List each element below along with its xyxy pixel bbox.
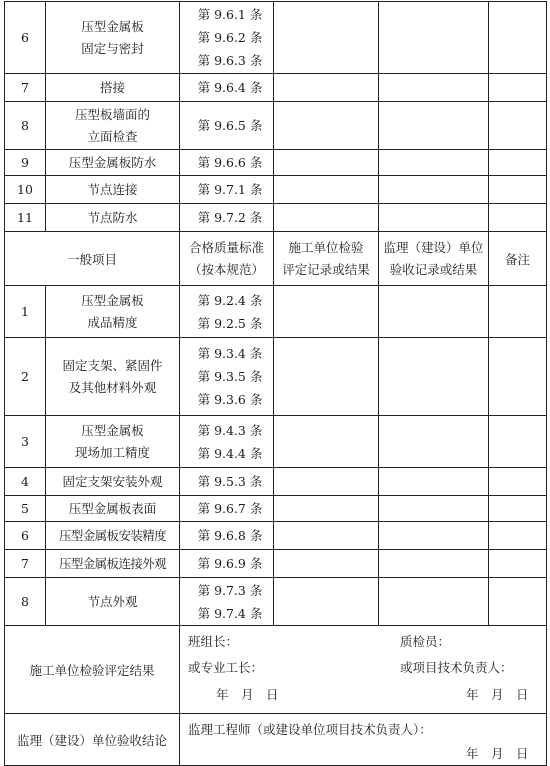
construction-result-label xyxy=(5,626,180,714)
supervision-record-cell[interactable] xyxy=(379,338,489,416)
specialist-label: 或专业工长： xyxy=(188,660,264,675)
item-number-text: 8 xyxy=(21,118,29,133)
supervision-record-cell[interactable] xyxy=(379,578,489,626)
item-number xyxy=(5,468,46,496)
supervision-record-cell[interactable] xyxy=(379,416,489,468)
clause-line: 第 9.6.3 条 xyxy=(197,53,263,68)
clause-reference xyxy=(180,468,274,496)
item-name-line: 成品精度 xyxy=(87,314,138,330)
supervision-record-cell[interactable] xyxy=(379,468,489,496)
clause-line: 第 9.2.5 条 xyxy=(197,315,263,331)
construction-record-cell[interactable] xyxy=(274,338,379,416)
remarks-cell[interactable] xyxy=(489,2,547,74)
construction-record-cell[interactable] xyxy=(274,496,379,522)
main_items-row xyxy=(5,204,547,232)
clause-line: 第 9.6.4 条 xyxy=(197,80,263,95)
supervision-conclusion-label xyxy=(5,714,180,766)
item-number-text: 6 xyxy=(21,528,29,543)
general_items-row xyxy=(5,416,547,468)
general-items-heading-text: 一般项目 xyxy=(66,251,117,267)
item-number-text: 7 xyxy=(21,556,29,571)
date-right: 年 月 日 xyxy=(466,687,529,702)
construction-record-cell[interactable] xyxy=(274,522,379,550)
item-name-line: 立面检查 xyxy=(87,128,138,144)
item-number-text: 2 xyxy=(21,369,29,384)
item-name xyxy=(46,204,180,232)
clause-reference xyxy=(180,204,274,232)
clause-line: 第 9.6.2 条 xyxy=(197,30,263,45)
clause-reference xyxy=(180,74,274,102)
general_items-row xyxy=(5,496,547,522)
item-name xyxy=(46,338,180,416)
remarks-cell[interactable] xyxy=(489,496,547,522)
remarks-cell[interactable] xyxy=(489,550,547,578)
construction-record-cell[interactable] xyxy=(274,286,379,338)
construction-record-cell[interactable] xyxy=(274,74,379,102)
construction-record-cell[interactable] xyxy=(274,204,379,232)
clause-reference xyxy=(180,286,274,338)
clause-line: 第 9.3.5 条 xyxy=(197,369,263,384)
standard-header xyxy=(180,232,274,286)
supervision-record-cell[interactable] xyxy=(379,74,489,102)
standard-header-line: 合格质量标准 xyxy=(188,239,264,255)
general_items-row xyxy=(5,550,547,578)
item-name-line: 固定支架、紧固件 xyxy=(62,357,163,373)
clause-line: 第 9.4.4 条 xyxy=(197,445,263,461)
main_items-row xyxy=(5,102,547,150)
item-number xyxy=(5,102,46,150)
item-number xyxy=(5,204,46,232)
construction-header xyxy=(274,232,379,286)
item-number xyxy=(5,286,46,338)
item-name-line: 压型金属板 xyxy=(81,292,144,308)
item-name xyxy=(46,74,180,102)
item-number xyxy=(5,176,46,204)
clause-line: 第 9.6.1 条 xyxy=(197,7,263,22)
item-name-line: 节点连接 xyxy=(87,181,138,197)
item-name xyxy=(46,468,180,496)
item-number-text: 10 xyxy=(17,182,33,197)
clause-line: 第 9.3.4 条 xyxy=(197,346,263,361)
supervision-date: 年 月 日 xyxy=(466,746,529,761)
supervision-conclusion-signature[interactable] xyxy=(180,714,547,766)
clause-line: 第 9.7.1 条 xyxy=(197,182,263,197)
item-name-line: 压型金属板防水 xyxy=(68,154,157,170)
clause-line: 第 9.7.3 条 xyxy=(197,582,263,598)
clause-line: 第 9.5.3 条 xyxy=(197,474,263,489)
general_items-row xyxy=(5,286,547,338)
item-name xyxy=(46,496,180,522)
general_items-row xyxy=(5,338,547,416)
item-name xyxy=(46,550,180,578)
main_items-row xyxy=(5,150,547,176)
supervision-record-cell[interactable] xyxy=(379,286,489,338)
supervision-record-cell[interactable] xyxy=(379,550,489,578)
item-name xyxy=(46,176,180,204)
item-number-text: 5 xyxy=(21,501,29,516)
remarks-cell[interactable] xyxy=(489,416,547,468)
clause-line: 第 9.6.7 条 xyxy=(197,501,263,516)
date-left: 年 月 日 xyxy=(216,687,279,702)
supervision-engineer-label: 监理工程师（或建设单位项目技术负责人）： xyxy=(188,722,432,737)
item-number-text: 4 xyxy=(21,474,29,489)
remarks-cell[interactable] xyxy=(489,468,547,496)
supervision-conclusion-row xyxy=(5,714,547,766)
item-number xyxy=(5,74,46,102)
construction-record-cell[interactable] xyxy=(274,578,379,626)
clause-line: 第 9.2.4 条 xyxy=(197,292,263,308)
item-number xyxy=(5,550,46,578)
general_items-row xyxy=(5,468,547,496)
clause-reference xyxy=(180,338,274,416)
item-name-line: 压型金属板 xyxy=(81,18,144,34)
clause-line: 第 9.4.3 条 xyxy=(197,422,263,438)
clause-reference xyxy=(180,578,274,626)
general_items-row xyxy=(5,578,547,626)
supervision-header xyxy=(379,232,489,286)
item-name xyxy=(46,102,180,150)
supervision-record-cell[interactable] xyxy=(379,522,489,550)
clause-reference xyxy=(180,416,274,468)
remarks-cell[interactable] xyxy=(489,102,547,150)
main_items-row xyxy=(5,74,547,102)
item-name-line: 固定支架安装外观 xyxy=(62,473,163,489)
construction-record-cell[interactable] xyxy=(274,176,379,204)
item-name-line: 节点外观 xyxy=(87,593,138,609)
clause-reference xyxy=(180,496,274,522)
construction-header-line: 评定记录或结果 xyxy=(282,261,370,277)
remarks-cell[interactable] xyxy=(489,522,547,550)
main_items-row xyxy=(5,176,547,204)
item-name xyxy=(46,578,180,626)
construction-record-cell[interactable] xyxy=(274,2,379,74)
item-name-line: 压型板墙面的 xyxy=(74,106,150,122)
team-leader-label: 班组长： xyxy=(188,634,239,649)
clause-line: 第 9.6.9 条 xyxy=(197,556,263,571)
item-number xyxy=(5,338,46,416)
item-number-text: 8 xyxy=(21,594,29,609)
item-name-line: 搭接 xyxy=(99,79,125,95)
remarks-cell[interactable] xyxy=(489,204,547,232)
construction-record-cell[interactable] xyxy=(274,150,379,176)
item-name-line: 及其他材料外观 xyxy=(68,379,157,395)
item-name xyxy=(46,416,180,468)
construction-header-line: 施工单位检验 xyxy=(288,239,364,255)
clause-line: 第 9.6.8 条 xyxy=(197,528,263,543)
clause-line: 第 9.7.4 条 xyxy=(197,605,263,621)
clause-reference xyxy=(180,150,274,176)
clause-line: 第 9.3.6 条 xyxy=(197,392,263,407)
standard-header-line: （按本规范） xyxy=(188,261,264,277)
tech-lead-label: 或项目技术负责人： xyxy=(400,660,513,675)
construction-result-label-text: 施工单位检验评定结果 xyxy=(29,662,155,678)
construction-record-cell[interactable] xyxy=(274,468,379,496)
supervision-header-line: 验收记录或结果 xyxy=(389,261,478,277)
item-number xyxy=(5,522,46,550)
supervision-record-cell[interactable] xyxy=(379,102,489,150)
item-number-text: 9 xyxy=(21,155,29,170)
item-number-text: 7 xyxy=(21,80,29,95)
supervision-header-line: 监理（建设）单位 xyxy=(383,239,484,255)
item-name-line: 压型金属板安装精度 xyxy=(58,527,167,543)
remarks-cell[interactable] xyxy=(489,150,547,176)
item-name xyxy=(46,2,180,74)
general-items-header-row xyxy=(5,232,547,286)
remarks-header-text: 备注 xyxy=(504,251,530,267)
general-items-heading xyxy=(5,232,180,286)
item-number xyxy=(5,578,46,626)
item-number-text: 3 xyxy=(21,434,29,449)
clause-reference xyxy=(180,102,274,150)
item-name-line: 压型金属板连接外观 xyxy=(58,555,167,571)
supervision-conclusion-label-text: 监理（建设）单位验收结论 xyxy=(16,732,167,748)
clause-reference xyxy=(180,550,274,578)
construction-result-row xyxy=(5,626,547,714)
remarks-cell[interactable] xyxy=(489,578,547,626)
item-name-line: 压型金属板表面 xyxy=(68,500,157,516)
item-number xyxy=(5,2,46,74)
item-name-line: 节点防水 xyxy=(87,209,138,225)
clause-line: 第 9.6.6 条 xyxy=(197,155,263,170)
construction-record-cell[interactable] xyxy=(274,102,379,150)
item-number-text: 11 xyxy=(17,210,33,225)
construction-result-signatures[interactable] xyxy=(180,626,547,714)
remarks-cell[interactable] xyxy=(489,286,547,338)
construction-record-cell[interactable] xyxy=(274,550,379,578)
remarks-cell[interactable] xyxy=(489,176,547,204)
clause-reference xyxy=(180,176,274,204)
item-name xyxy=(46,150,180,176)
general_items-row xyxy=(5,522,547,550)
item-name xyxy=(46,286,180,338)
item-name xyxy=(46,522,180,550)
item-name-line: 现场加工精度 xyxy=(74,444,150,460)
remarks-cell[interactable] xyxy=(489,338,547,416)
clause-line: 第 9.7.2 条 xyxy=(197,210,263,225)
item-number-text: 6 xyxy=(21,30,29,45)
supervision-record-cell[interactable] xyxy=(379,496,489,522)
item-number-text: 1 xyxy=(21,304,29,319)
supervision-record-cell[interactable] xyxy=(379,150,489,176)
clause-reference xyxy=(180,522,274,550)
clause-line: 第 9.6.5 条 xyxy=(197,118,263,133)
item-number xyxy=(5,150,46,176)
supervision-record-cell[interactable] xyxy=(379,204,489,232)
remarks-cell[interactable] xyxy=(489,74,547,102)
clause-reference xyxy=(180,2,274,74)
construction-record-cell[interactable] xyxy=(274,416,379,468)
supervision-record-cell[interactable] xyxy=(379,2,489,74)
supervision-record-cell[interactable] xyxy=(379,176,489,204)
main_items-row xyxy=(5,2,547,74)
item-number xyxy=(5,416,46,468)
item-number xyxy=(5,496,46,522)
item-name-line: 压型金属板 xyxy=(81,422,144,438)
item-name-line: 固定与密封 xyxy=(81,40,144,56)
inspector-label: 质检员： xyxy=(400,634,451,649)
inspection-table xyxy=(4,1,547,766)
remarks-header xyxy=(489,232,547,286)
